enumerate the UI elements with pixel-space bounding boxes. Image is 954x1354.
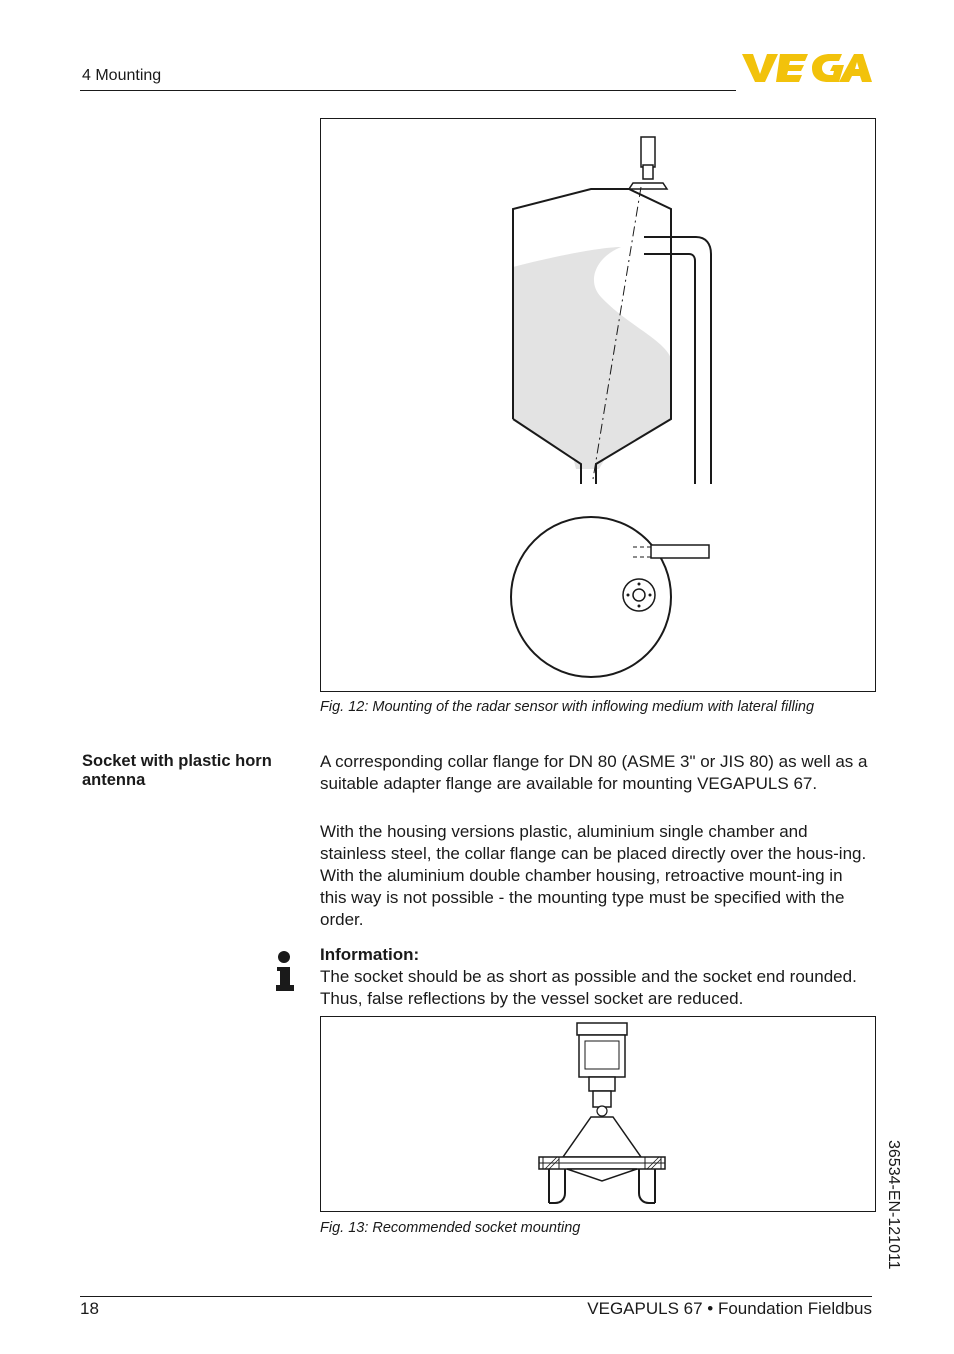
information-title: Information: [320,945,420,964]
paragraph-1: A corresponding collar flange for DN 80 (ASME 3" or JIS 80) as well as a suitable adapter flange are available for mounting VEGAPULS 67. [320,752,868,793]
header-section-title: 4 Mounting [82,67,162,84]
footer-title: VEGAPULS 67 • Foundation Fieldbus [587,1299,872,1318]
page-number: 18 [80,1299,99,1318]
figure-12-vessel-diagram [320,118,876,692]
paragraph-2: With the housing versions plastic, aluminium single chamber and stainless steel, the collar flange can be placed directly over the hous-ing. With the aluminium double chamber housing, retroactive mount-ing in this way is not possible - the mounting type must be specified with the order. [320,822,867,929]
vega-logo [742,52,872,84]
info-icon [272,951,296,993]
header-divider [80,90,736,91]
figure-12-caption: Fig. 12: Mounting of the radar sensor with inflowing medium with lateral filling [320,699,815,715]
figure-13-socket-diagram [320,1016,876,1212]
document-id: 36534-EN-121011 [885,1140,902,1270]
information-text: The socket should be as short as possible and the socket end rounded. Thus, false reflections by the vessel socket are reduced. [320,967,857,1008]
section-heading: Socket with plastic horn antenna [82,752,272,789]
figure-13-caption: Fig. 13: Recommended socket mounting [320,1220,581,1236]
footer-divider [80,1296,872,1297]
